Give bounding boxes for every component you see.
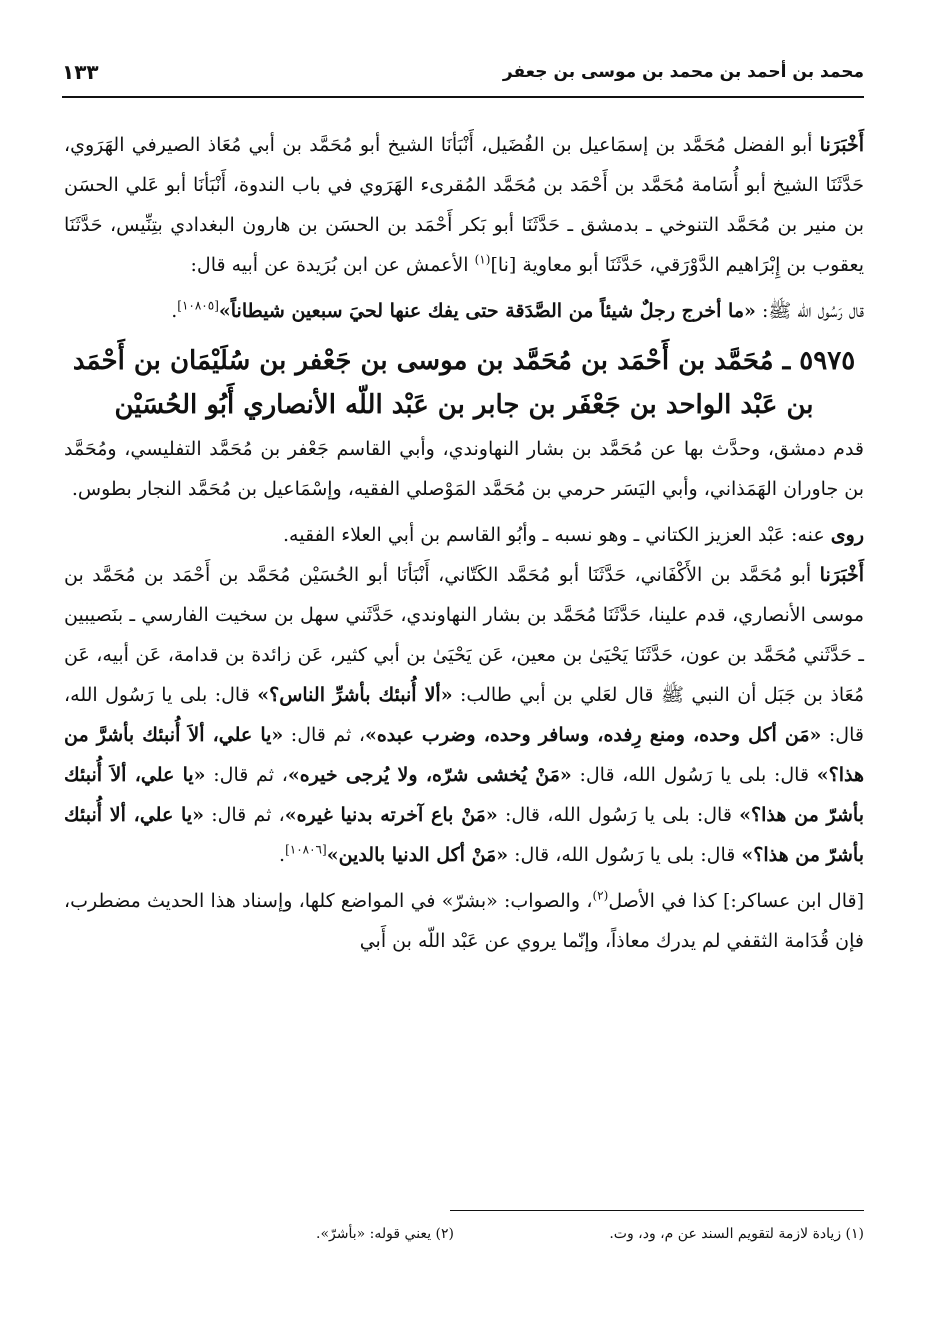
paragraph-text: قال: بلى يا رَسُول الله، قال: [64, 684, 864, 746]
paragraph-text: عنه: عَبْد العزيز الكتاني ـ وهو نسبه ـ وأبُو القاسم بن أبي العلاء الفقيه. [283, 524, 831, 546]
hadith-phrase: «مَنْ أكل الدنيا بالدين» [326, 844, 509, 866]
page-body [64, 125, 864, 961]
hadith-intro: قال رَسُول الله ﷺ: [755, 300, 864, 322]
paragraph-narrators [64, 515, 864, 555]
paragraph-commentary [64, 881, 864, 961]
paragraph-text: ، ثم قال: [204, 804, 285, 826]
paragraph-biography [64, 429, 864, 509]
entry-title: ٥٩٧٥ ـ مُحَمَّد بن أَحْمَد بن مُحَمَّد بن موسى بن جَعْفر بن سُلَيْمَان بن أَحْمَد بن عَبْد الواحد بن جَعْفَر بن جابر بن عَبْد اللّه الأنصاري أَبُو الحُسَيْن [72, 346, 856, 420]
hadith-phrase: «مَنْ يُخشى شرّه، ولا يُرجى خيره» [287, 764, 572, 786]
paragraph-text-tail: الأعمش عن ابن بُرَيدة عن أبيه قال: [190, 254, 475, 276]
paragraph-text: أبو مُحَمَّد بن الأَكْفَاني، حَدَّثَنَا أبو مُحَمَّد الكَتّاني، أَنْبَأنَا أبو الحُسَيْن مُحَمَّد بن أَحْمَد بن مُحَمَّد بن موسى الأنصاري، قدم علينا، حَدَّثَنَا مُحَمَّد بن بشار النهاوندي، حَدَّثَني سهل بن سخيت الفارسي ـ بنَصيبين ـ حَدَّثَني مُحَمَّد بن عون، حَدَّثَنَا يَحْيَىٰ بن معين، عَن يَحْيَىٰ بن أبي كثير، عَن زائدة بن قدامة، عَن أبيه، عَن مُعَاذ بن جَبَل أن النبي ﷺ قال لعَلي بن أبي طالب: [64, 564, 864, 706]
paragraph-hadith-1 [64, 291, 864, 331]
footnote-2: (٢) يعني قوله: «بأشرّ». [316, 1226, 454, 1242]
hadith-text: «ما أخرج رجلٌ شيئاً من الصَّدَقة حتى يفك عنها لحيَ سبعين شيطاناً» [218, 300, 756, 322]
footnote-1: (١) زيادة لازمة لتقويم السند عن م، ود، وت. [609, 1226, 864, 1242]
paragraph-isnad-2 [64, 555, 864, 875]
running-title: محمد بن أحمد بن محمد بن موسى بن جعفر [502, 62, 864, 82]
sentence-end: . [279, 844, 286, 866]
paragraph-text: ، والصواب: «بشرّ» في المواضع كلها، وإسناد هذا الحديث مضطرب، فإن قُدَامة الثقفي لم يدرك معاذاً، وإنّما يروي عن عَبْد اللّه بن أَبي [64, 890, 864, 952]
paragraph-lead-word: روى [830, 524, 864, 546]
page-header [62, 52, 864, 98]
hadith-phrase: «مَن أكل وحده، ومنع رِفده، وسافر وحده، وضرب عبده» [364, 724, 822, 746]
hadith-phrase: «يا علي، ألاَ أُنبئك بأشرَّ من هذا؟» [64, 724, 864, 786]
hadith-number: [١٠٨٠٥] [177, 298, 219, 313]
hadith-phrase: «مَنْ باع آخرته بدنيا غيره» [284, 804, 498, 826]
footnotes [80, 1226, 864, 1256]
paragraph-text: قال: بلى يا رَسُول الله، قال: [571, 764, 817, 786]
hadith-number: [١٠٨٠٦] [285, 842, 327, 857]
paragraph-text: قال: بلى يا رَسُول الله، قال: [497, 804, 740, 826]
page-number: ١٣٣ [62, 60, 99, 84]
paragraph-text: ، ثم قال: [205, 764, 288, 786]
paragraph-lead-word: أَخْبَرَنا [819, 564, 864, 586]
paragraph-isnad-1 [64, 125, 864, 285]
paragraph-text: قال: بلى يا رَسُول الله، قال: [508, 844, 742, 866]
hadith-phrase: «ألا أُنبئك بأشرِّ الناس؟» [257, 684, 453, 706]
paragraph-text: قدم دمشق، وحدَّث بها عن مُحَمَّد بن بشار النهاوندي، وأبي القاسم جَعْفر بن مُحَمَّد التفليسي، ومُحَمَّد بن جاوران الهَمَذاني، وأبي اليَسَر حرمي بن مُحَمَّد المَوْصلي الفقيه، وإسْمَاعيل بن مُحَمَّد النجار بطوس. [64, 438, 864, 500]
sentence-end: . [171, 300, 178, 322]
footnote-ref-1: (١) [474, 252, 491, 267]
hadith-phrase: «يا علي، ألاَ أُنبئك بأشرّ من هذا؟» [64, 764, 864, 826]
footnote-divider [450, 1210, 864, 1211]
paragraph-text: [قال ابن عساكر:] كذا في الأصل [608, 890, 864, 912]
paragraph-text: أبو الفضل مُحَمَّد بن إسمَاعيل بن الفُضَيل، أَنْبَأنَا الشيخ أبو مُحَمَّد بن أبي مُعَاذ الصيرفي الهَرَوي، حَدَّثَنَا الشيخ أبو أُسَامة مُحَمَّد بن أَحْمَد بن مُحَمَّد المُقرىء الهَرَوي في باب الندوة، أَنْبَأنَا أبو عَلي الحسَن بن منير بن مُحَمَّد التنوخي ـ بدمشق ـ حَدَّثَنَا أبو بَكر أَحْمَد بن الحسَن بن هارون البغدادي بتِنِّيس، حَدَّثَنَا يعقوب بن إِبْرَاهيم الدَّوْرَقي، حَدَّثَنَا أبو معاوية [نا] [64, 134, 864, 276]
footnote-ref-2: (٢) [592, 888, 609, 903]
hadith-phrase: «يا علي، ألا أُنبئك بأشرّ من هذا؟» [64, 804, 864, 866]
paragraph-text: ، ثم قال: [283, 724, 365, 746]
paragraph-lead-word: أَخْبَرَنا [819, 134, 864, 156]
